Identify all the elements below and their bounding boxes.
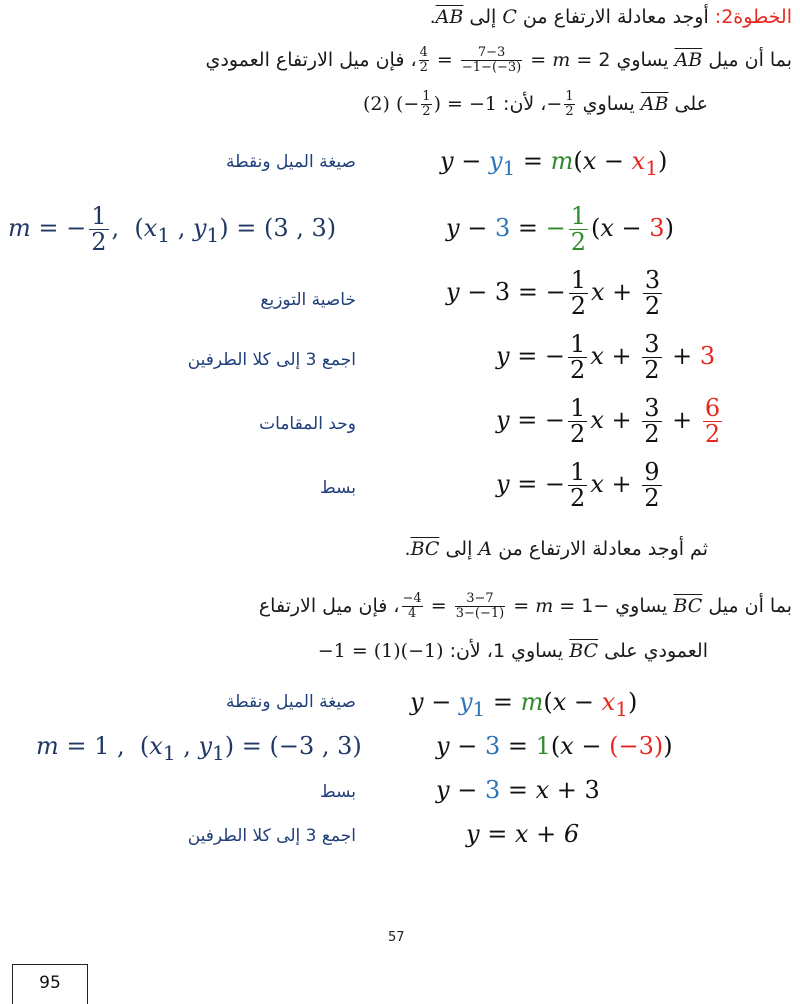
label-common-denominator: وحد المقامات	[259, 414, 356, 434]
page-box-number: 95	[12, 964, 88, 1004]
p2-start: بما أن ميل	[708, 594, 792, 617]
step-label: الخطوة2:	[714, 6, 792, 28]
frac-slope: $\frac{7-3}{-1-(-3)}$	[461, 45, 522, 76]
slope-calc: $\frac{4}{2}$ = $\frac{7-3}{-1-(-3)}$ = m	[419, 45, 571, 76]
p2-slope-calc: $\frac{-4}{4}$ = $\frac{3-7}{3-(-1)}$ = m	[402, 591, 554, 622]
paragraph-2-intro: ثم أوجد معادلة الارتفاع من A إلى $\overline{BC}$.	[404, 538, 708, 560]
p1-neg-half: − $\frac{1}{2}$	[546, 89, 574, 120]
given-values-1: m = − $\frac{1}{2}$ , ($x_1$ , $y_1) = (3$ , 3)	[8, 202, 337, 257]
paragraph-1-line-2	[363, 90, 708, 120]
step-text: أوجد معادلة الارتفاع من	[522, 6, 709, 28]
paragraph-2-line-2	[318, 640, 708, 662]
p1-seg: $\overline{AB}$	[674, 48, 703, 71]
p1-start: بما أن ميل	[708, 48, 792, 71]
eq-substituted: y − 3 = − $\frac{1}{2}$ (x − 3)	[446, 202, 674, 257]
p2-l2-seg: $\overline{BC}$	[569, 640, 599, 662]
step-to: إلى	[469, 6, 497, 28]
p2-end: فإن ميل الارتفاع	[258, 594, 388, 617]
p1-end: فإن ميل الارتفاع العمودي	[205, 48, 405, 71]
label-distributive: خاصية التوزيع	[260, 290, 356, 310]
frac-4-2: $\frac{4}{2}$	[419, 45, 428, 76]
label-simplify-2: بسط	[319, 782, 356, 802]
p2-seg: $\overline{BC}$	[673, 594, 703, 617]
label-point-slope-2: صيغة الميل ونقطة	[225, 692, 356, 712]
paragraph-1-line-1	[205, 46, 792, 76]
step-segment: $\overline{AB}$	[435, 6, 464, 28]
eq-add-3: y = − $\frac{1}{2}$ x + $\frac{3}{2}$ + 3	[496, 330, 716, 385]
p2-equals: يساوي −1	[581, 594, 668, 617]
paragraph-2-line-1: بما أن ميل $\overline{BC}$ يساوي −1 = $\frac{-4}{4}$ = $\frac{3-7}{3-(-1)}$ = m، فإن ميل الارتفاع	[258, 591, 792, 622]
page-number: 57	[388, 930, 405, 945]
p2-point: A	[478, 538, 493, 560]
p1-l2-mid: يساوي	[582, 92, 635, 115]
label-simplify-1: بسط	[319, 478, 356, 498]
eq-point-slope-2: $y - y_1 = m(x - x_1)$	[410, 688, 638, 721]
p1-because: ، لأن:	[503, 92, 547, 115]
p2-product: −1 = (1)(−1)	[317, 640, 444, 662]
eq-point-slope: $y - y_1 = m(x - x_1)$	[440, 147, 668, 180]
eq-final: y = x + 6	[466, 820, 580, 848]
label-point-slope: صيغة الميل ونقطة	[225, 152, 356, 172]
p1-equals: يساوي 2 =	[576, 48, 669, 71]
p2-to: إلى	[445, 538, 473, 560]
label-add-3: اجمع 3 إلى كلا الطرفين	[187, 350, 356, 370]
p1-l2-start: على	[674, 92, 708, 115]
p1-product: (2) (− $\frac{1}{2}$ ) = −1	[363, 89, 497, 120]
step-point: C	[502, 6, 517, 28]
p1-comma: ،	[410, 48, 417, 71]
p1-l2-seg: $\overline{AB}$	[640, 92, 669, 115]
given-values-2: m = 1 , ($x_1$ , $y_1) = (-3$ , 3)	[36, 732, 362, 765]
p2-segment: $\overline{BC}$	[410, 538, 440, 560]
p2-l2-mid: يساوي 1، لأن:	[449, 640, 564, 662]
eq-distributed: y − 3 = − $\frac{1}{2}$ x + $\frac{3}{2}$	[446, 266, 661, 321]
eq-common-denominator: y = − $\frac{1}{2}$ x + $\frac{3}{2}$ + $\frac{6}{2}$	[496, 394, 721, 449]
p2-intro: ثم أوجد معادلة الارتفاع من	[498, 538, 708, 560]
eq-substituted-2: y − 3 = 1(x − (−3))	[436, 732, 673, 760]
label-add-3-2: اجمع 3 إلى كلا الطرفين	[187, 826, 356, 846]
p2-l2-start: العمودي على	[604, 640, 708, 662]
eq-simplified-2: y − 3 = x + 3	[436, 776, 600, 804]
step-heading: الخطوة2: أوجد معادلة الارتفاع من C إلى $\overline{AB}$.	[429, 6, 792, 28]
eq-simplified-1: y = − $\frac{1}{2}$ x + $\frac{9}{2}$	[496, 458, 660, 513]
